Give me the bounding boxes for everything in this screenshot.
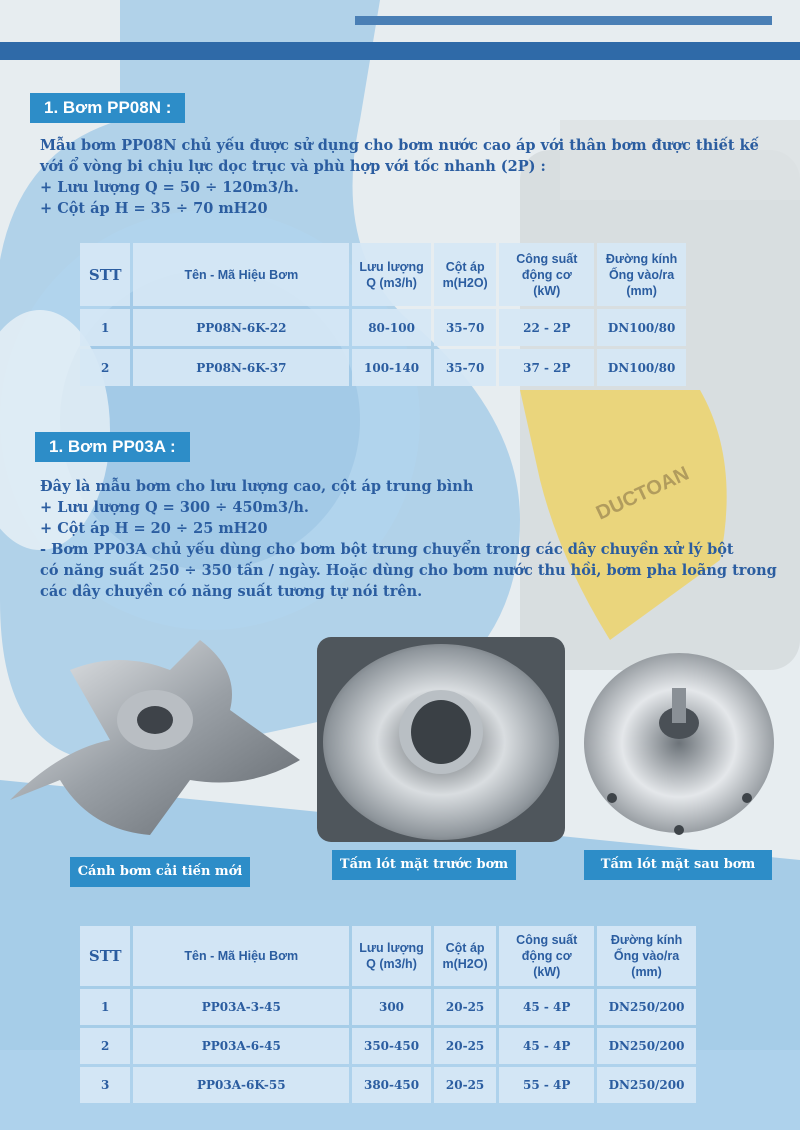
cell-model: PP03A-6-45 [133, 1028, 349, 1064]
description-line: + Lưu lượng Q = 300 ÷ 450m3/h. [40, 499, 309, 516]
description-line: + Lưu lượng Q = 50 ÷ 120m3/h. [40, 179, 299, 196]
guard-brand-text: DUCTOAN [592, 462, 693, 525]
cell-model: PP03A-3-45 [133, 989, 349, 1025]
cell-head: 20-25 [434, 1067, 497, 1103]
spec-table-pp08n [77, 240, 689, 389]
table-row [80, 1067, 696, 1103]
back-liner-photo [582, 648, 777, 838]
spec-table-pp03a [77, 923, 699, 1106]
section-description-pp03a [40, 476, 777, 602]
cell-power: 22 - 2P [499, 309, 594, 346]
description-line: có năng suất 250 ÷ 350 tấn / ngày. Hoặc dùng cho bơm nước thu hồi, bơm pha loãng trong [40, 562, 777, 579]
description-line: - Bơm PP03A chủ yếu dùng cho bơm bột trung chuyển trong các dây chuyền xử lý bột [40, 541, 734, 558]
section-description-pp08n [40, 135, 759, 219]
cell-flow: 350-450 [352, 1028, 431, 1064]
cell-diameter: DN250/200 [597, 1028, 696, 1064]
header-power: Công suất động cơ (kW) [499, 926, 594, 986]
cell-stt: 3 [80, 1067, 130, 1103]
description-line: Đây là mẫu bơm cho lưu lượng cao, cột áp trung bình [40, 478, 474, 495]
caption-back-liner: Tấm lót mặt sau bơm [584, 850, 772, 880]
cell-stt: 1 [80, 989, 130, 1025]
description-line: các dây chuyền có năng suất tương tự nói trên. [40, 583, 423, 600]
cell-flow: 80-100 [352, 309, 431, 346]
header-band [0, 42, 800, 60]
cell-flow: 380-450 [352, 1067, 431, 1103]
description-line: + Cột áp H = 20 ÷ 25 mH20 [40, 520, 268, 537]
cell-flow: 100-140 [352, 349, 431, 386]
header-head: Cột áp m(H2O) [434, 243, 497, 306]
cell-stt: 2 [80, 349, 130, 386]
cell-model: PP08N-6K-22 [133, 309, 349, 346]
cell-stt: 2 [80, 1028, 130, 1064]
header-diameter: Đường kính Ống vào/ra (mm) [597, 243, 686, 306]
description-line: với ổ vòng bi chịu lực dọc trục và phù hợp với tốc nhanh (2P) : [40, 158, 546, 175]
cell-model: PP08N-6K-37 [133, 349, 349, 386]
cell-stt: 1 [80, 309, 130, 346]
cell-power: 37 - 2P [499, 349, 594, 386]
header-stt: STT [80, 243, 130, 306]
header-model: Tên - Mã Hiệu Bơm [133, 243, 349, 306]
cell-model: PP03A-6K-55 [133, 1067, 349, 1103]
table-row [80, 989, 696, 1025]
cell-head: 20-25 [434, 1028, 497, 1064]
header-flow: Lưu lượng Q (m3/h) [352, 926, 431, 986]
table-row [80, 309, 686, 346]
header-flow: Lưu lượng Q (m3/h) [352, 243, 431, 306]
cell-flow: 300 [352, 989, 431, 1025]
table-header-row [80, 926, 696, 986]
description-line: Mẫu bơm PP08N chủ yếu được sử dụng cho bơm nước cao áp với thân bơm được thiết kế [40, 137, 759, 154]
cell-power: 45 - 4P [499, 1028, 594, 1064]
header-power: Công suất động cơ (kW) [499, 243, 594, 306]
cell-diameter: DN100/80 [597, 309, 686, 346]
caption-front-liner: Tấm lót mặt trước bơm [332, 850, 516, 880]
cell-head: 35-70 [434, 309, 497, 346]
impeller-photo [0, 630, 305, 840]
cell-diameter: DN250/200 [597, 989, 696, 1025]
section-title-pp03a: 1. Bơm PP03A : [35, 432, 190, 462]
table-row [80, 349, 686, 386]
description-line: + Cột áp H = 35 ÷ 70 mH20 [40, 200, 268, 217]
header-stt: STT [80, 926, 130, 986]
header-diameter: Đường kính Ống vào/ra (mm) [597, 926, 696, 986]
front-liner-photo [317, 637, 565, 842]
cell-diameter: DN100/80 [597, 349, 686, 386]
cell-head: 35-70 [434, 349, 497, 386]
section-title-pp08n: 1. Bơm PP08N : [30, 93, 185, 123]
cell-diameter: DN250/200 [597, 1067, 696, 1103]
header-model: Tên - Mã Hiệu Bơm [133, 926, 349, 986]
cell-power: 45 - 4P [499, 989, 594, 1025]
table-header-row [80, 243, 686, 306]
header-head: Cột áp m(H2O) [434, 926, 497, 986]
cell-power: 55 - 4P [499, 1067, 594, 1103]
cell-head: 20-25 [434, 989, 497, 1025]
table-row [80, 1028, 696, 1064]
top-accent-bar [355, 16, 772, 25]
caption-impeller: Cánh bơm cải tiến mới [70, 857, 250, 887]
